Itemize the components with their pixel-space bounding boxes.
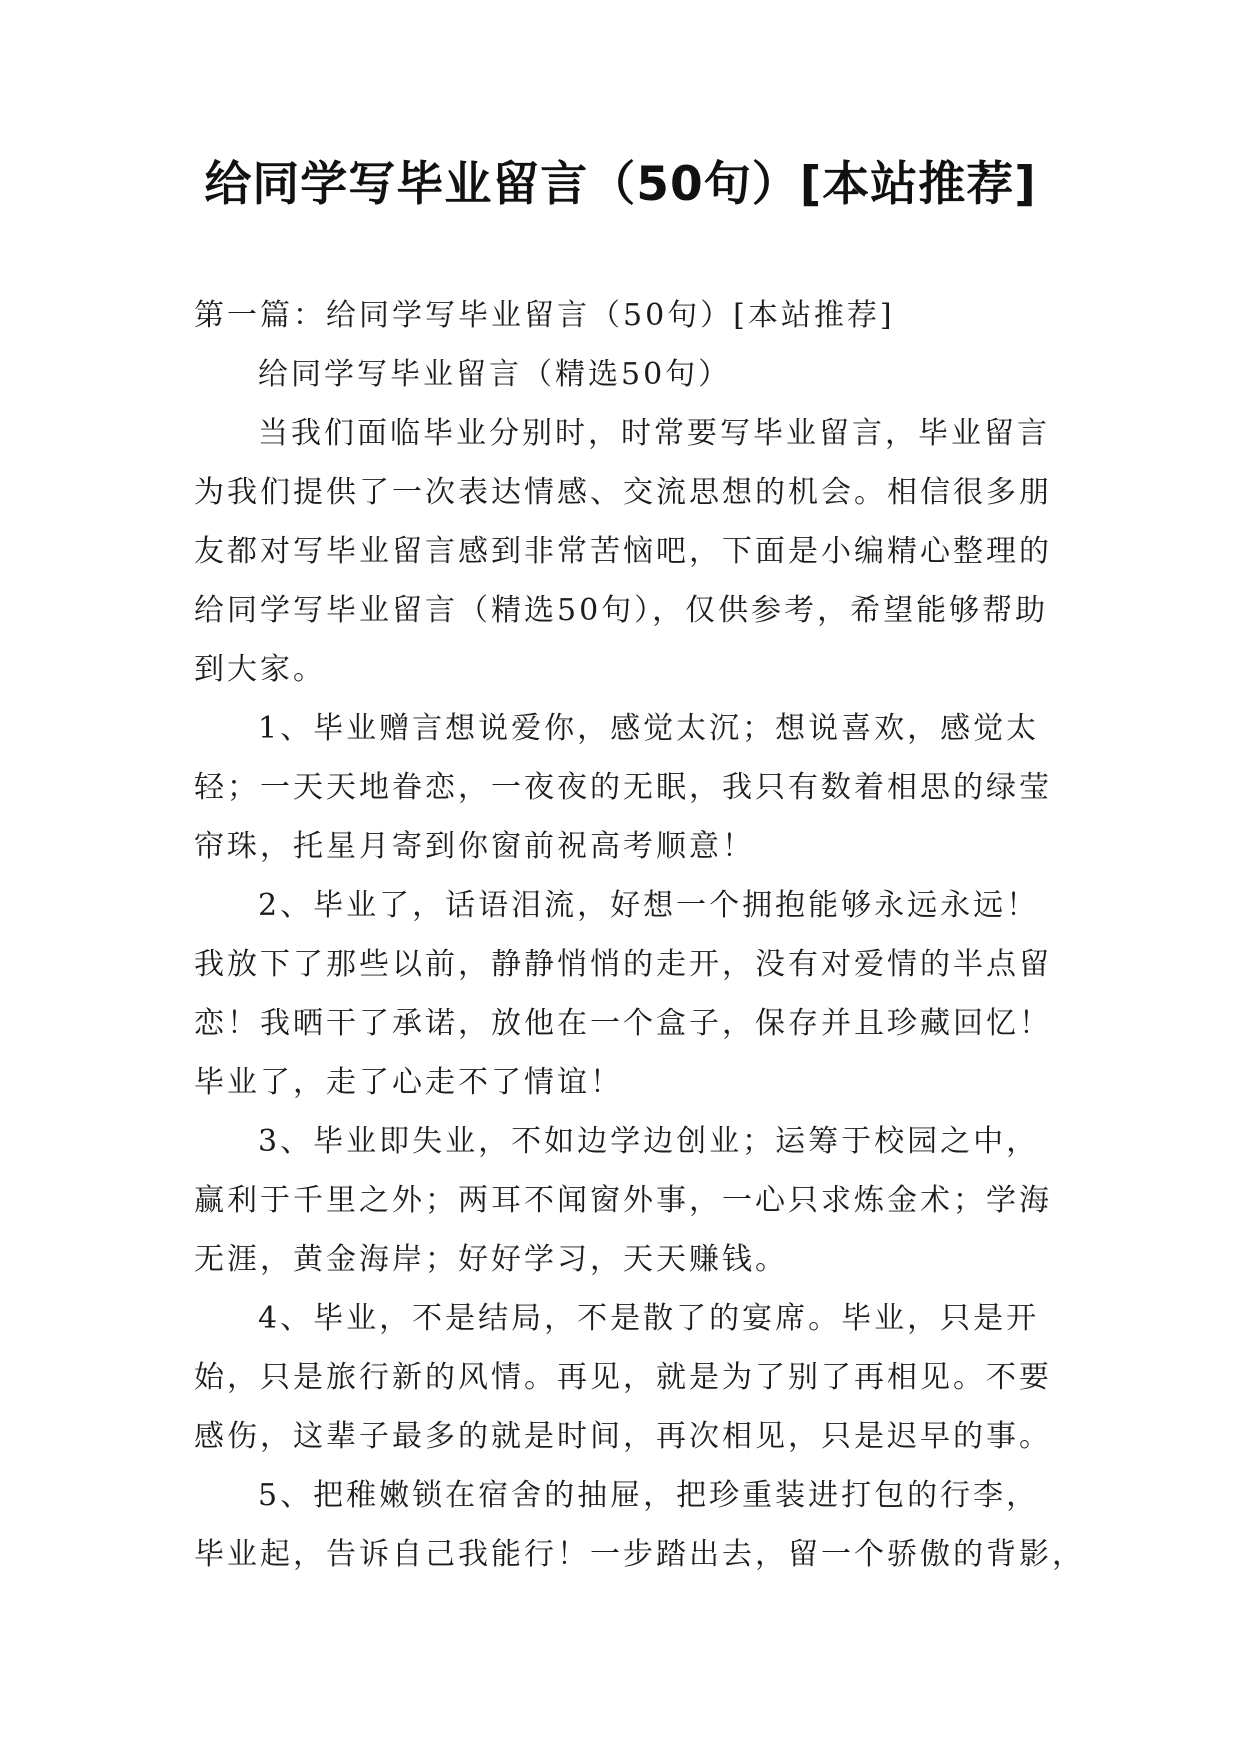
text-line: 我放下了那些以前，静静悄悄的走开，没有对爱情的半点留 xyxy=(194,947,1052,982)
text-line: 始，只是旅行新的风情。再见，就是为了别了再相见。不要 xyxy=(194,1360,1052,1395)
paragraph-item-2 xyxy=(194,876,1054,1112)
text-line: 友都对写毕业留言感到非常苦恼吧，下面是小编精心整理的 xyxy=(194,534,1052,569)
paragraph-item-5 xyxy=(194,1466,1085,1584)
paragraph-intro xyxy=(194,404,1054,699)
text-line: 无涯，黄金海岸；好好学习，天天赚钱。 xyxy=(194,1242,788,1277)
paragraph-item-4 xyxy=(194,1289,1054,1466)
text-line: 2、毕业了，话语泪流，好想一个拥抱能够永远永远！ xyxy=(258,888,1040,923)
section-subtitle: 给同学写毕业留言（精选50句） xyxy=(258,357,732,392)
text-line: 毕业起，告诉自己我能行！一步踏出去，留一个骄傲的背影， xyxy=(194,1537,1085,1572)
document-title: 给同学写毕业留言（50句）[本站推荐] xyxy=(204,157,1037,212)
text-line: 为我们提供了一次表达情感、交流思想的机会。相信很多朋 xyxy=(194,475,1052,510)
paragraph-item-1 xyxy=(194,699,1054,876)
section-heading: 第一篇：给同学写毕业留言（50句）[本站推荐] xyxy=(194,298,895,333)
text-line: 帘珠，托星月寄到你窗前祝高考顺意！ xyxy=(194,829,755,864)
paragraph-item-3 xyxy=(194,1112,1054,1289)
text-line: 1、毕业赠言想说爱你，感觉太沉；想说喜欢，感觉太 xyxy=(258,711,1040,746)
text-line: 给同学写毕业留言（精选50句），仅供参考，希望能够帮助 xyxy=(194,593,1049,628)
text-line: 感伤，这辈子最多的就是时间，再次相见，只是迟早的事。 xyxy=(194,1419,1052,1454)
text-line: 5、把稚嫩锁在宿舍的抽屉，把珍重装进打包的行李， xyxy=(258,1478,1040,1513)
text-line: 到大家。 xyxy=(194,652,326,687)
text-line: 当我们面临毕业分别时，时常要写毕业留言，毕业留言 xyxy=(258,416,1050,451)
text-line: 毕业了，走了心走不了情谊！ xyxy=(194,1065,623,1100)
text-line: 恋！我晒干了承诺，放他在一个盒子，保存并且珍藏回忆！ xyxy=(194,1006,1052,1041)
document-body xyxy=(194,286,1085,1584)
text-line: 3、毕业即失业，不如边学边创业；运筹于校园之中， xyxy=(258,1124,1040,1159)
text-line: 轻；一天天地眷恋，一夜夜的无眠，我只有数着相思的绿莹 xyxy=(194,770,1052,805)
text-line: 4、毕业，不是结局，不是散了的宴席。毕业，只是开 xyxy=(258,1301,1040,1336)
text-line: 赢利于千里之外；两耳不闻窗外事，一心只求炼金术；学海 xyxy=(194,1183,1052,1218)
